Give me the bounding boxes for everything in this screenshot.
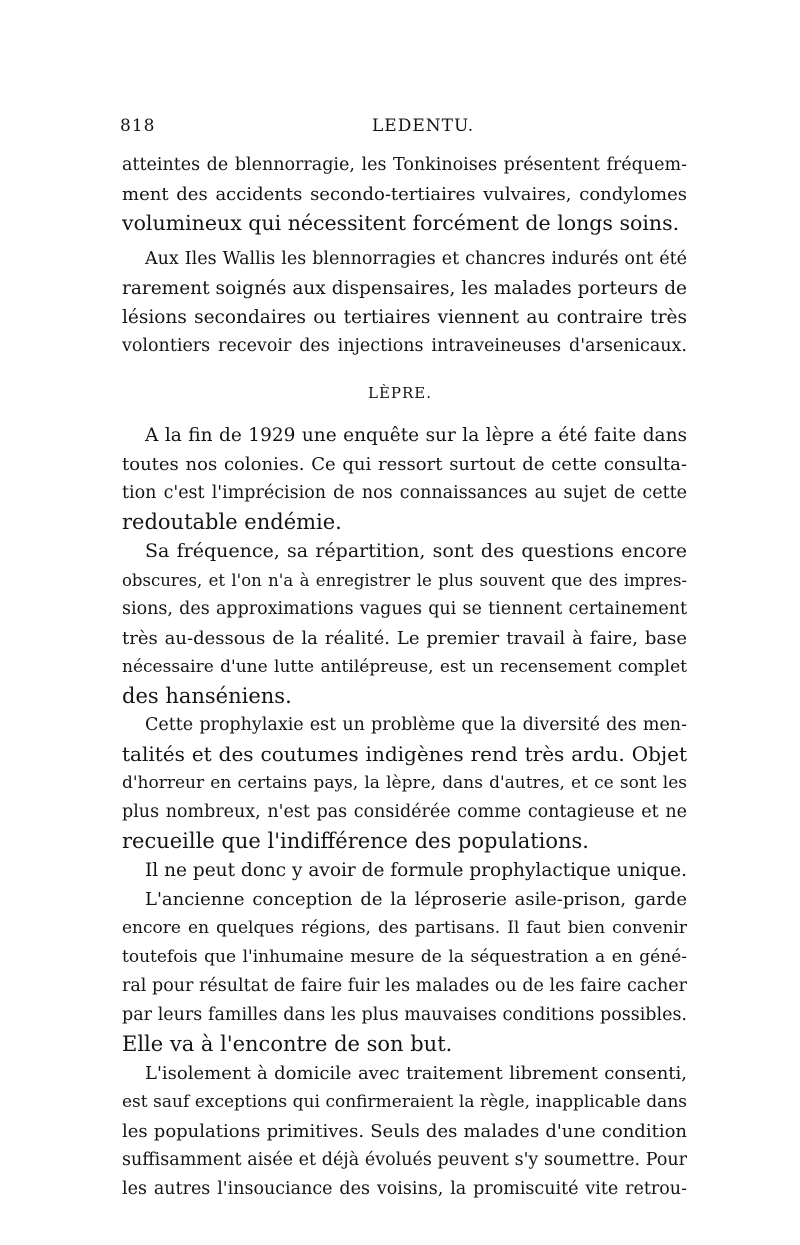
text-line: Il ne peut donc y avoir de formule prophylactique unique. xyxy=(145,860,687,881)
text-line: Cette prophylaxie est un problème que la diversité des men- xyxy=(145,715,687,735)
text-line: tion c'est l'imprécision de nos connaissances au sujet de cette xyxy=(122,483,687,503)
text-line: rarement soignés aux dispensaires, les malades porteurs de xyxy=(122,278,687,299)
text-line: encore en quelques régions, des partisans. Il faut bien convenir xyxy=(122,918,687,938)
text-line: toutes nos colonies. Ce qui ressort surtout de cette consulta- xyxy=(122,454,687,475)
text-line: recueille que l'indifférence des populations. xyxy=(122,829,589,853)
text-line: nécessaire d'une lutte antilépreuse, est un recensement complet xyxy=(122,657,687,677)
text-line: talités et des coutumes indigènes rend très ardu. Objet xyxy=(122,742,687,766)
text-line: les populations primitives. Seuls des malades d'une condition xyxy=(122,1121,687,1142)
running-title: LEDENTU. xyxy=(372,116,475,136)
text-line: ment des accidents secondo-tertiaires vulvaires, condylomes xyxy=(122,184,687,205)
text-line: des hanséniens. xyxy=(122,684,292,708)
text-line: Sa fréquence, sa répartition, sont des questions encore xyxy=(145,540,687,562)
text-line: L'ancienne conception de la léproserie asile-prison, garde xyxy=(145,889,687,910)
text-line: L'isolement à domicile avec traitement librement consenti, xyxy=(145,1063,687,1084)
text-line: par leurs familles dans les plus mauvaises conditions possibles. xyxy=(122,1005,687,1025)
text-line: sions, des approximations vagues qui se tiennent certainement xyxy=(122,599,687,619)
text-line: plus nombreux, n'est pas considérée comme contagieuse et ne xyxy=(122,802,687,822)
text-line: volumineux qui nécessitent forcément de longs soins. xyxy=(122,211,680,235)
text-line: obscures, et l'on n'a à enregistrer le plus souvent que des impres- xyxy=(122,571,687,590)
section-heading: LÈPRE. xyxy=(367,384,432,402)
text-line: est sauf exceptions qui confirmeraient la règle, inapplicable dans xyxy=(122,1092,687,1112)
text-line: A la fin de 1929 une enquête sur la lèpre a été faite dans xyxy=(145,425,687,446)
text-line: suffisamment aisée et déjà évolués peuvent s'y soumettre. Pour xyxy=(122,1150,687,1170)
text-line: toutefois que l'inhumaine mesure de la séquestration a en géné- xyxy=(122,947,687,967)
text-line: lésions secondaires ou tertiaires viennent au contraire très xyxy=(122,307,687,328)
text-line: redoutable endémie. xyxy=(122,510,342,534)
text-line: Elle va à l'encontre de son but. xyxy=(122,1032,453,1056)
text-line: volontiers recevoir des injections intraveineuses d'arsenicaux. xyxy=(122,336,687,356)
text-line: atteintes de blennorragie, les Tonkinoises présentent fréquem- xyxy=(122,155,687,175)
text-line: ral pour résultat de faire fuir les malades ou de les faire cacher xyxy=(122,976,687,996)
text-line: Aux Iles Wallis les blennorragies et chancres indurés ont été xyxy=(145,249,687,269)
page-header xyxy=(120,116,685,146)
page-number: 818 xyxy=(120,116,156,136)
text-line: les autres l'insouciance des voisins, la promiscuité vite retrou- xyxy=(122,1179,687,1199)
text-line: très au-dessous de la réalité. Le premier travail à faire, base xyxy=(122,628,687,649)
text-line: d'horreur en certains pays, la lèpre, dans d'autres, et ce sont les xyxy=(122,773,687,793)
